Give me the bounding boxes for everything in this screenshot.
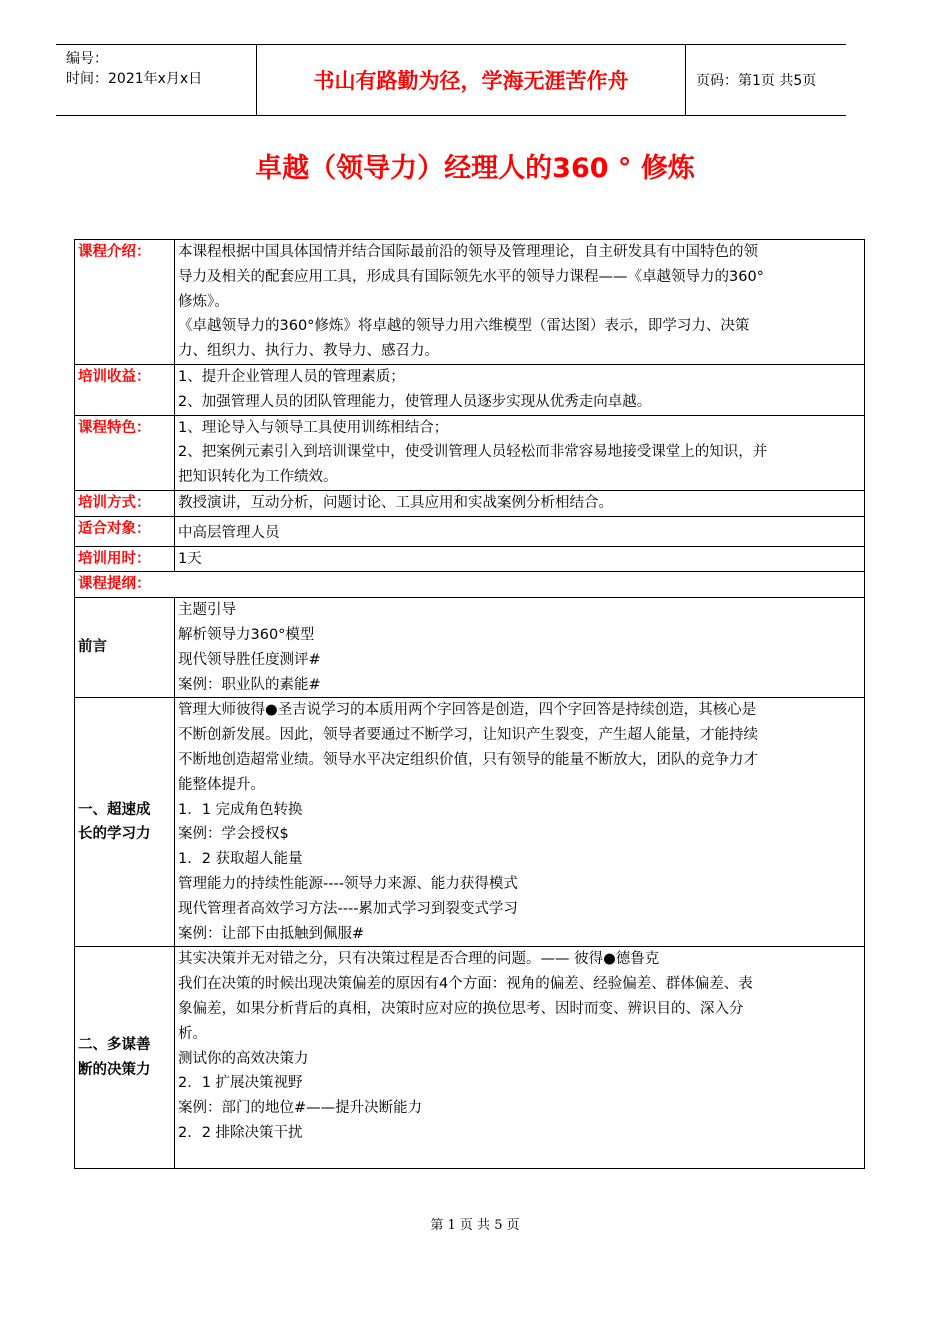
chapter1-line: 现代管理者高效学习方法----累加式学习到裂变式学习 [178,900,518,917]
chapter1-label-line: 一、超速成 [78,801,151,818]
number-label: 编号： [66,51,108,67]
preface-line: 现代领导胜任度测评# [178,651,321,668]
chapter1-line: 1．1 完成角色转换 [178,801,303,818]
header-meta [56,45,256,115]
table-row [75,415,865,490]
intro-line: 修炼》。 [178,293,229,310]
chapter2-label-line: 断的决策力 [78,1061,151,1078]
intro-line: 《卓越领导力的360°修炼》将卓越的领导力用六维模型（雷达图）表示，即学习力、决策 [178,318,750,335]
intro-line: 导力及相关的配套应用工具，形成具有国际领先水平的领导力课程——《卓越领导力的360° [178,268,764,285]
table-row [75,546,865,572]
chapter1-label-line: 长的学习力 [78,826,151,843]
table-row [75,490,865,516]
chapter1-line: 案例：学会授权$ [178,826,289,843]
time-label: 时间：2021年x月x日 [66,71,203,87]
feature-content [175,415,865,490]
chapter2-line: 其实决策并无对错之分，只有决策过程是否合理的问题。—— 彼得●德鲁克 [178,951,660,968]
intro-line: 本课程根据中国具体国情并结合国际最前沿的领导及管理理论，自主研发具有中国特色的领 [178,244,758,260]
chapter2-line: 案例：部门的地位#——提升决断能力 [178,1100,423,1117]
table-row [75,364,865,415]
chapter2-line: 析。 [178,1025,207,1042]
intro-label: 课程介绍： [75,240,175,365]
duration-content: 1天 [175,546,865,572]
feature-line: 2、把案例元素引入到培训课堂中，使受训管理人员轻松而非常容易地接受课堂上的知识，并 [178,444,768,461]
chapter2-line: 象偏差，如果分析背后的真相，决策时应对应的换位思考、因时而变、辨识目的、深入分 [178,1000,744,1017]
chapter1-content [175,698,865,947]
preface-line: 解析领导力360°模型 [178,626,315,643]
table-row [75,698,865,947]
feature-line: 1、理论导入与领导工具使用训练相结合； [178,419,449,436]
chapter2-label-line: 二、多谋善 [78,1036,151,1053]
outline-label: 课程提纲： [75,572,865,598]
page-footer: 第 1 页 共 5 页 [430,1218,520,1233]
benefit-line: 2、加强管理人员的团队管理能力，使管理人员逐步实现从优秀走向卓越。 [178,393,652,410]
chapter1-line: 管理能力的持续性能源----领导力来源、能力获得模式 [178,875,518,892]
chapter1-line: 不断创新发展。因此，领导者要通过不断学习，让知识产生裂变，产生超人能量，才能持续 [178,727,758,744]
table-row [75,947,865,1168]
preface-label: 前言 [75,598,175,698]
audience-content: 中高层管理人员 [175,516,865,546]
chapter2-label [75,947,175,1168]
chapter2-line: 我们在决策的时候出现决策偏差的原因有4个方面：视角的偏差、经验偏差、群体偏差、表 [178,976,753,993]
chapter1-line: 案例：让部下由抵触到佩服# [178,925,365,942]
chapter2-line: 2．1 扩展决策视野 [178,1075,303,1092]
benefit-line: 1、提升企业管理人员的管理素质； [178,368,405,385]
chapter1-line: 不断地创造超常业绩。领导水平决定组织价值，只有领导的能量不断放大，团队的竞争力才 [178,751,758,768]
table-row [75,240,865,365]
chapter2-line: 2．2 排除决策干扰 [178,1124,303,1141]
course-table [74,239,865,1169]
method-label: 培训方式： [75,490,175,516]
chapter2-content [175,947,865,1168]
header-page-code: 页码：第1页 共5页 [696,73,817,89]
preface-line: 案例：职业队的素能# [178,676,321,693]
page-header [56,44,846,116]
preface-line: 主题引导 [178,602,236,619]
chapter2-line: 测试你的高效决策力 [178,1050,309,1067]
feature-label: 课程特色： [75,415,175,490]
intro-line: 力、组织力、执行力、教导力、感召力。 [178,343,439,360]
preface-content [175,598,865,698]
intro-content [175,240,865,365]
audience-label: 适合对象： [75,516,175,546]
chapter1-label [75,698,175,947]
chapter1-line: 管理大师彼得●圣吉说学习的本质用两个字回答是创造，四个字回答是持续创造，其核心是 [178,702,757,719]
table-row [75,598,865,698]
duration-label: 培训用时： [75,546,175,572]
benefit-content [175,364,865,415]
chapter1-line: 能整体提升。 [178,776,265,793]
feature-line: 把知识转化为工作绩效。 [178,469,338,486]
table-row [75,572,865,598]
header-motto: 书山有路勤为径，学海无涯苦作舟 [256,45,686,115]
chapter1-line: 1．2 获取超人能量 [178,851,303,868]
benefit-label: 培训收益： [75,364,175,415]
method-content: 教授演讲，互动分析，问题讨论、工具应用和实战案例分析相结合。 [175,490,865,516]
document-title: 卓越（领导力）经理人的360 ° 修炼 [255,153,695,184]
table-row [75,516,865,546]
